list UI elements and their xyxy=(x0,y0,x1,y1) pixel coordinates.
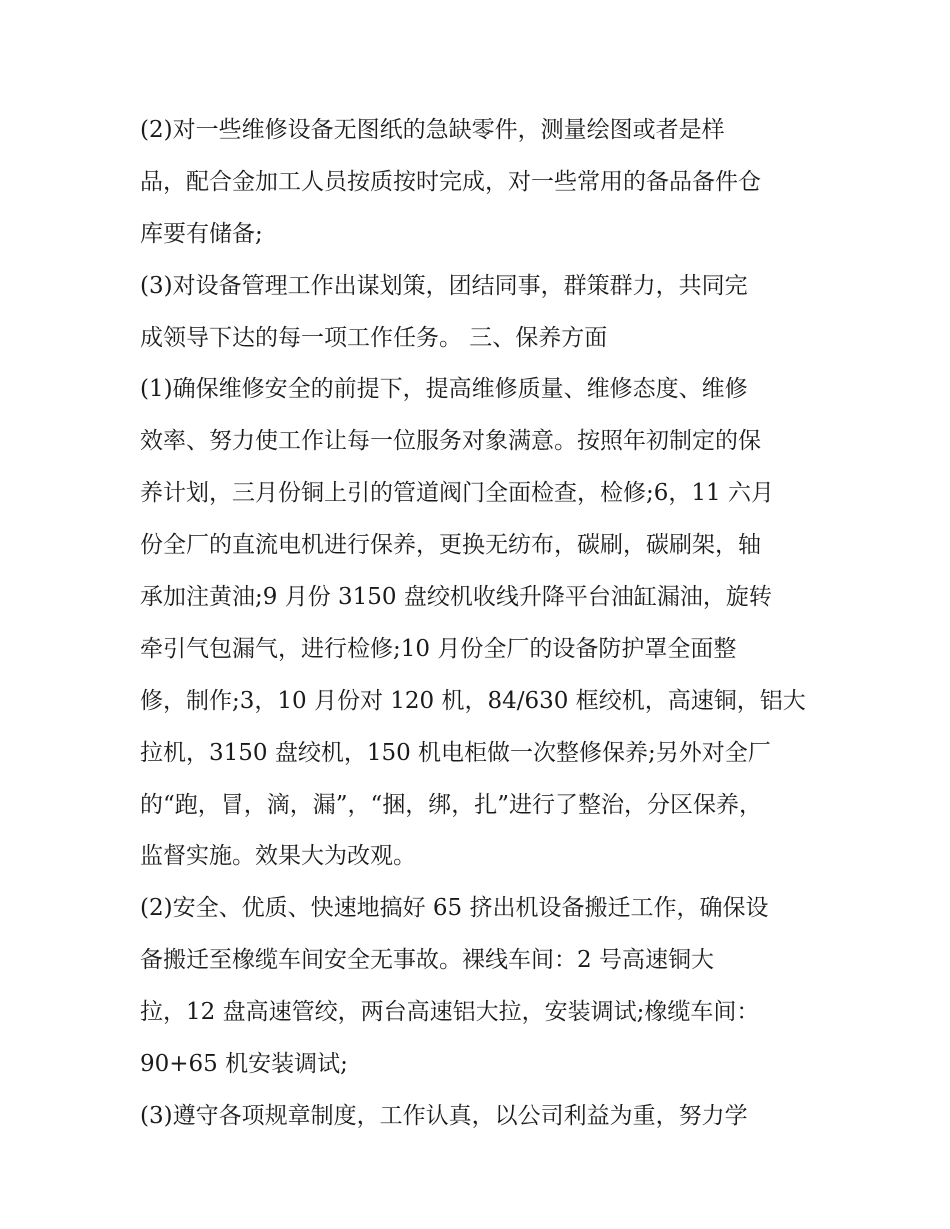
text-line: 的“跑，冒，滴，漏”，“捆，绑，扎”进行了整治，分区保养， xyxy=(140,791,763,818)
text-line: (3)对设备管理工作出谋划策，团结同事，群策群力，共同完 xyxy=(140,272,748,299)
text-line: 成领导下达的每一项工作任务。 三、保养方面 xyxy=(140,324,608,351)
body-text xyxy=(140,108,830,1146)
text-line: (1)确保维修安全的前提下，提高维修质量、维修态度、维修 xyxy=(140,376,748,403)
text-line: 修，制作;3，10 月份对 120 机，84/630 框绞机，高速铜，铝大 xyxy=(140,687,806,714)
text-line: 90+65 机安装调试; xyxy=(140,1051,348,1078)
text-line: 养计划，三月份铜上引的管道阀门全面检查，检修;6，11 六月 xyxy=(140,480,774,507)
text-line: (2)安全、优质、快速地搞好 65 挤出机设备搬迁工作，确保设 xyxy=(140,895,769,922)
text-line: 品，配合金加工人员按质按时完成，对一些常用的备品备件仓 xyxy=(140,168,761,195)
text-line: 监督实施。效果大为改观。 xyxy=(140,843,416,870)
text-line: 效率、努力使工作让每一位服务对象满意。按照年初制定的保 xyxy=(140,428,761,455)
text-line: 牵引气包漏气，进行检修;10 月份全厂的设备防护罩全面整 xyxy=(140,635,737,662)
text-line: (3)遵守各项规章制度，工作认真，以公司利益为重，努力学 xyxy=(140,1102,748,1129)
text-line: 承加注黄油;9 月份 3150 盘绞机收线升降平台油缸漏油，旋转 xyxy=(140,584,772,611)
text-line: 库要有储备; xyxy=(140,220,263,247)
text-line: 份全厂的直流电机进行保养，更换无纺布，碳刷，碳刷架，轴 xyxy=(140,532,761,559)
text-line: (2)对一些维修设备无图纸的急缺零件，测量绘图或者是样 xyxy=(140,117,725,143)
text-line: 拉机，3150 盘绞机，150 机电柜做一次整修保养;另外对全厂 xyxy=(140,739,771,766)
text-line: 拉，12 盘高速管绞，两台高速铝大拉，安装调试;橡缆车间： xyxy=(140,999,760,1026)
text-line: 备搬迁至橡缆车间安全无事故。裸线车间：2 号高速铜大 xyxy=(140,947,714,974)
